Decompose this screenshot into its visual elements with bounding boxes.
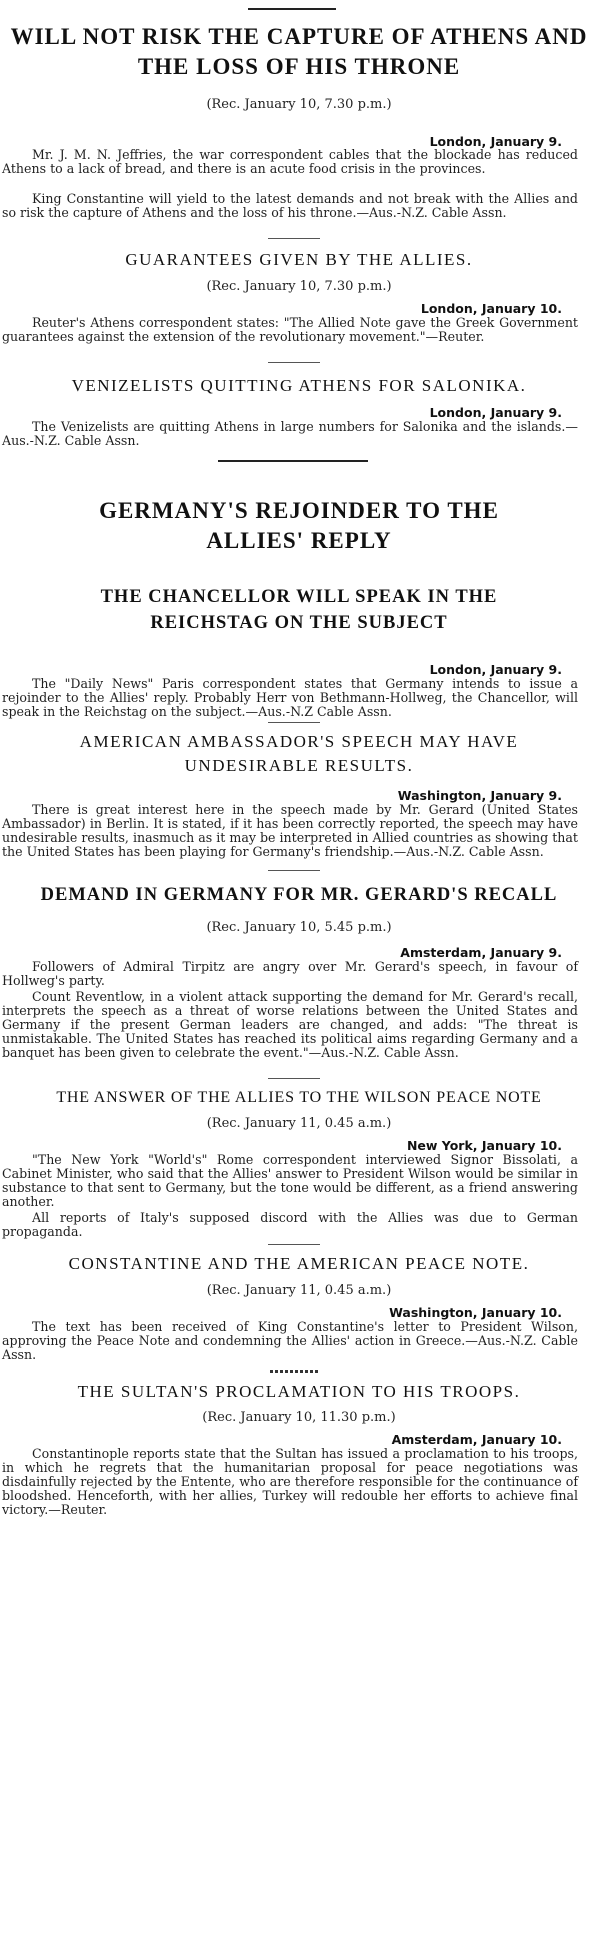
paragraph: Followers of Admiral Tirpitz are angry over Mr. Gerard's speech, in favour of Hollweg's party. (2, 959, 578, 988)
section-rule (218, 460, 368, 462)
divider (268, 870, 320, 871)
paragraph: The text has been received of King Constantine's letter to President Wilson, approving the Peace Note and condemning the Allies' action in Greece.—Aus.-N.Z. Cable Assn. (2, 1319, 578, 1362)
headline-germany-rejoinder: GERMANY'S REJOINDER TO THE ALLIES' REPLY (99, 498, 499, 553)
dateline: London, January 9. (429, 405, 562, 420)
received-time: (Rec. January 10, 7.30 p.m.) (206, 279, 392, 294)
dateline: Amsterdam, January 10. (391, 1432, 562, 1447)
paragraph: "The New York "World's" Rome correspondent interviewed Signor Bissolati, a Cabinet Minister, who said that the Allies' answer to President Wilson would be similar in substance to that sent to Germany, but the tone would be different, as a friend answering another. (2, 1152, 578, 1209)
received-time: (Rec. January 10, 5.45 p.m.) (206, 920, 392, 935)
headline-allies-answer: THE ANSWER OF THE ALLIES TO THE WILSON PEACE NOTE (56, 1089, 542, 1106)
paragraph: Constantinople reports state that the Sultan has issued a proclamation to his troops, in which he regrets that the humanitarian proposal for peace negotiations was disdainfully rejected by the Entente, who are therefore responsible for the continuance of bloodshed. Henceforth, with her allies, Turkey will redouble her efforts to achieve final victory.—Reuter. (2, 1446, 578, 1517)
divider (268, 1078, 320, 1079)
paragraph: The "Daily News" Paris correspondent states that Germany intends to issue a rejoinder to the Allies' reply. Probably Herr von Bethmann-Hollweg, the Chancellor, will speak in the Reichstag on the subject.—Aus.-N.Z Cable Assn. (2, 676, 578, 719)
divider (268, 722, 320, 723)
dateline: London, January 9. (429, 662, 562, 677)
divider (268, 238, 320, 239)
divider (268, 362, 320, 363)
subheadline-chancellor: THE CHANCELLOR WILL SPEAK IN THE REICHSTAG ON THE SUBJECT (100, 587, 498, 633)
headline-venizelists: VENIZELISTS QUITTING ATHENS FOR SALONIKA. (71, 376, 527, 395)
divider (268, 1244, 320, 1245)
paragraph: All reports of Italy's supposed discord with the Allies was due to German propaganda. (2, 1210, 578, 1239)
dateline: Washington, January 10. (389, 1305, 562, 1320)
dateline: London, January 10. (420, 301, 562, 316)
received-time: (Rec. January 11, 0.45 a.m.) (206, 1283, 392, 1298)
headline-constantine-peace-note: CONSTANTINE AND THE AMERICAN PEACE NOTE. (68, 1254, 530, 1273)
top-rule (248, 8, 336, 10)
paragraph: Reuter's Athens correspondent states: "The Allied Note gave the Greek Government guarantees against the extension of the revolutionary movement."—Reuter. (2, 315, 578, 344)
dateline: Washington, January 9. (397, 788, 562, 803)
headline-athens-throne: WILL NOT RISK THE CAPTURE OF ATHENS AND THE LOSS OF HIS THRONE (10, 24, 588, 79)
headline-sultan-proclamation: THE SULTAN'S PROCLAMATION TO HIS TROOPS. (77, 1382, 521, 1401)
paragraph: The Venizelists are quitting Athens in large numbers for Salonika and the islands.—Aus.-N.Z. Cable Assn. (2, 419, 578, 448)
headline-gerard-recall: DEMAND IN GERMANY FOR MR. GERARD'S RECALL (40, 885, 558, 905)
paragraph: Mr. J. M. N. Jeffries, the war correspondent cables that the blockade has reduced Athens to a lack of bread, and there is an acute food crisis in the provinces. (2, 147, 578, 176)
paragraph: Count Reventlow, in a violent attack supporting the demand for Mr. Gerard's recall, interprets the speech as a threat of worse relations between the United States and Germany if the present German leaders are changed, and adds: "The threat is unmistakable. The United States has reached its political aims regarding Germany and a banquet has been given to celebrate the event."—Aus.-N.Z. Cable Assn. (2, 989, 578, 1060)
dateline: New York, January 10. (406, 1138, 562, 1153)
ornamental-divider (270, 1370, 318, 1373)
paragraph: King Constantine will yield to the latest demands and not break with the Allies and so risk the capture of Athens and the loss of his throne.—Aus.-N.Z. Cable Assn. (2, 191, 578, 220)
received-time: (Rec. January 10, 7.30 p.m.) (206, 97, 392, 112)
headline-guarantees: GUARANTEES GIVEN BY THE ALLIES. (125, 250, 473, 269)
dateline: London, January 9. (429, 134, 562, 149)
dateline: Amsterdam, January 9. (400, 945, 562, 960)
received-time: (Rec. January 10, 11.30 p.m.) (202, 1410, 396, 1425)
received-time: (Rec. January 11, 0.45 a.m.) (206, 1116, 392, 1131)
paragraph: There is great interest here in the speech made by Mr. Gerard (United States Ambassador) in Berlin. It is stated, if it has been correctly reported, the speech may have undesirable results, inasmuch as it may be interpreted in Allied countries as showing that the United States has been playing for Germany's friendship.—Aus.-N.Z. Cable Assn. (2, 802, 578, 859)
headline-ambassador-speech: AMERICAN AMBASSADOR'S SPEECH MAY HAVE UNDESIRABLE RESULTS. (79, 732, 519, 775)
